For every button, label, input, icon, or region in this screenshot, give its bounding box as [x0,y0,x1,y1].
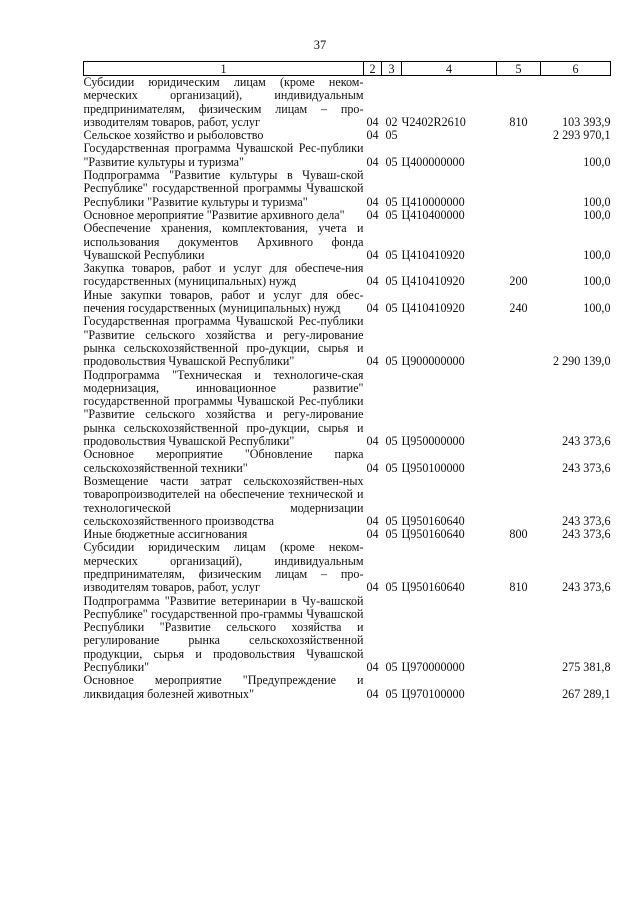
row-section: 04 [366,274,379,289]
row-name: Возмещение части затрат сельскохозяйствен-ных товаропроизводителей на обеспечение технической и технологической модернизации сельскохозяйственного производства [83,473,364,528]
row-amount: 243 373,6 [562,513,611,528]
row-amount: 2 293 970,1 [553,128,611,143]
row-name: Подпрограмма "Развитие культуры в Чуваш-ской Республике" государственной программы Чувашской Республики "Развитие культуры и туризма" [83,168,364,209]
table-row [84,369,611,449]
row-expense-type [497,209,541,222]
row-expense-type [497,169,541,209]
row-subsection: 05 [385,527,398,542]
row-name: Государственная программа Чувашской Рес-публики "Развитие сельского хозяйства и регу-лирование рынка сельскохозяйственной про-дукции, сырья и продовольствия Чувашской Республики" [83,314,364,369]
row-amount: 243 373,6 [562,434,611,449]
row-section: 04 [366,114,379,129]
table-header [84,62,611,76]
row-expense-type [497,448,541,475]
table-row [84,142,611,169]
table-row [84,595,611,675]
header-col-5: 5 [497,62,541,76]
row-name: Закупка товаров, работ и услуг для обеспече-ния государственных (муниципальных) нужд [83,261,364,289]
row-subsection: 05 [385,128,398,143]
row-target-article: Ц970100000 [401,686,465,701]
row-expense-type [497,595,541,675]
row-amount: 2 290 139,0 [553,354,611,369]
table-row [84,222,611,262]
row-name: Государственная программа Чувашской Рес-публики "Развитие культуры и туризма" [83,141,364,169]
row-subsection: 05 [385,154,398,169]
budget-table [83,61,611,701]
row-expense-type: 240 [509,301,528,316]
table-row [84,262,611,289]
row-amount: 243 373,6 [562,580,611,595]
table-row [84,76,611,130]
row-name: Основное мероприятие "Предупреждение и ликвидация болезней животных" [83,673,364,701]
row-target-article: Ц900000000 [401,354,465,369]
row-section: 04 [366,194,379,209]
row-section: 04 [366,128,379,143]
header-row [84,62,611,76]
table-row [84,169,611,209]
row-subsection: 05 [385,580,398,595]
row-target-article: Ц950160640 [401,527,465,542]
row-expense-type [497,129,541,142]
table-row [84,129,611,142]
row-name: Подпрограмма "Развитие ветеринарии в Чу-вашской Республике" государственной про-граммы Чувашской Республики "Развитие сельского хозяйства и регулирование рынка сельскохозяйственной продукции, сырья и продовольствия Чувашской Республики" [83,593,364,675]
row-subsection: 05 [385,686,398,701]
row-subsection: 05 [385,354,398,369]
row-expense-type [497,315,541,368]
row-target-article: Ц950160640 [401,580,465,595]
row-subsection: 05 [385,247,398,262]
row-section: 04 [366,580,379,595]
table-row [84,475,611,528]
row-amount: 100,0 [583,301,611,316]
row-name: Иные бюджетные ассигнования [83,527,248,542]
page-number: 37 [313,38,327,52]
row-section: 04 [366,686,379,701]
row-name: Основное мероприятие "Обновление парка сельскохозяйственной техники" [83,447,364,475]
row-amount: 100,0 [583,274,611,289]
row-section: 04 [366,154,379,169]
row-target-article [402,129,497,142]
header-col-1: 1 [84,62,364,76]
row-section: 04 [366,434,379,449]
row-target-article: Ц950100000 [401,460,465,475]
row-section: 04 [366,460,379,475]
row-target-article: Ц410410920 [401,247,465,262]
header-col-3: 3 [382,62,402,76]
row-subsection: 05 [385,207,398,222]
row-expense-type [497,369,541,449]
row-expense-type: 200 [509,274,528,289]
row-section: 04 [366,354,379,369]
header-col-6: 6 [541,62,611,76]
row-subsection: 02 [385,114,398,129]
row-subsection: 05 [385,274,398,289]
row-target-article: Ц950160640 [401,513,465,528]
row-target-article: Ц410000000 [401,194,465,209]
row-subsection: 05 [385,301,398,316]
row-section: 04 [366,660,379,675]
row-name: Основное мероприятие "Развитие архивного дела" [83,207,345,222]
row-name: Субсидии юридическим лицам (кроме неком-мерческих организаций), индивидуальным предпринимателям, физическим лицам – про-изводителям товаров, работ, услуг [83,75,364,129]
row-amount: 275 381,8 [562,660,611,675]
row-expense-type [497,674,541,701]
row-subsection: 05 [385,194,398,209]
header-col-4: 4 [402,62,497,76]
row-section: 04 [366,301,379,316]
table-body [84,76,611,701]
table-row [84,528,611,541]
row-target-article: Ц400000000 [401,154,465,169]
row-name: Обеспечение хранения, комплектования, учета и использования документов Архивного фонда Чувашской Республики [83,221,364,262]
row-amount: 100,0 [583,154,611,169]
row-amount: 100,0 [583,247,611,262]
row-subsection: 05 [385,513,398,528]
row-section: 04 [366,513,379,528]
table-row [84,448,611,475]
row-target-article: Ц410400000 [401,207,465,222]
table-row [84,315,611,368]
table-row [84,289,611,316]
table-row [84,541,611,594]
table-row [84,674,611,701]
row-subsection: 05 [385,460,398,475]
row-subsection: 05 [385,434,398,449]
row-name: Подпрограмма "Техническая и технологиче-ская модернизация, инновационное развитие" государственной программы Чувашской Рес-публики "Развитие сельского хозяйства и регу-лирование рынка сельскохозяйственной про-дукции, сырья и продовольствия Чувашской Республики" [83,367,364,449]
row-name: Сельское хозяйство и рыболовство [83,128,264,143]
row-expense-type [497,222,541,262]
row-amount: 100,0 [583,207,611,222]
table-row [84,209,611,222]
row-target-article: Ч2402R2610 [401,114,466,129]
header-col-2: 2 [364,62,382,76]
row-target-article: Ц410410920 [401,274,465,289]
row-name: Иные закупки товаров, работ и услуг для обес-печения государственных (муниципальных) нужд [83,287,364,316]
row-expense-type [497,475,541,528]
row-name: Субсидии юридическим лицам (кроме неком-мерческих организаций), индивидуальным предпринимателям, физическим лицам – про-изводителям товаров, работ, услуг [83,540,364,595]
row-expense-type [497,142,541,169]
row-target-article: Ц410410920 [401,301,465,316]
row-expense-type: 800 [509,527,528,542]
row-target-article: Ц950000000 [401,434,465,449]
row-amount: 103 393,9 [562,114,611,129]
row-amount: 243 373,6 [562,527,611,542]
row-amount: 100,0 [583,194,611,209]
row-section: 04 [366,247,379,262]
row-section: 04 [366,207,379,222]
row-expense-type: 810 [509,580,528,595]
row-amount: 267 289,1 [562,686,611,701]
row-amount: 243 373,6 [562,460,611,475]
row-expense-type: 810 [509,114,528,129]
row-section: 04 [366,527,379,542]
row-target-article: Ц970000000 [401,660,465,675]
row-subsection: 05 [385,660,398,675]
